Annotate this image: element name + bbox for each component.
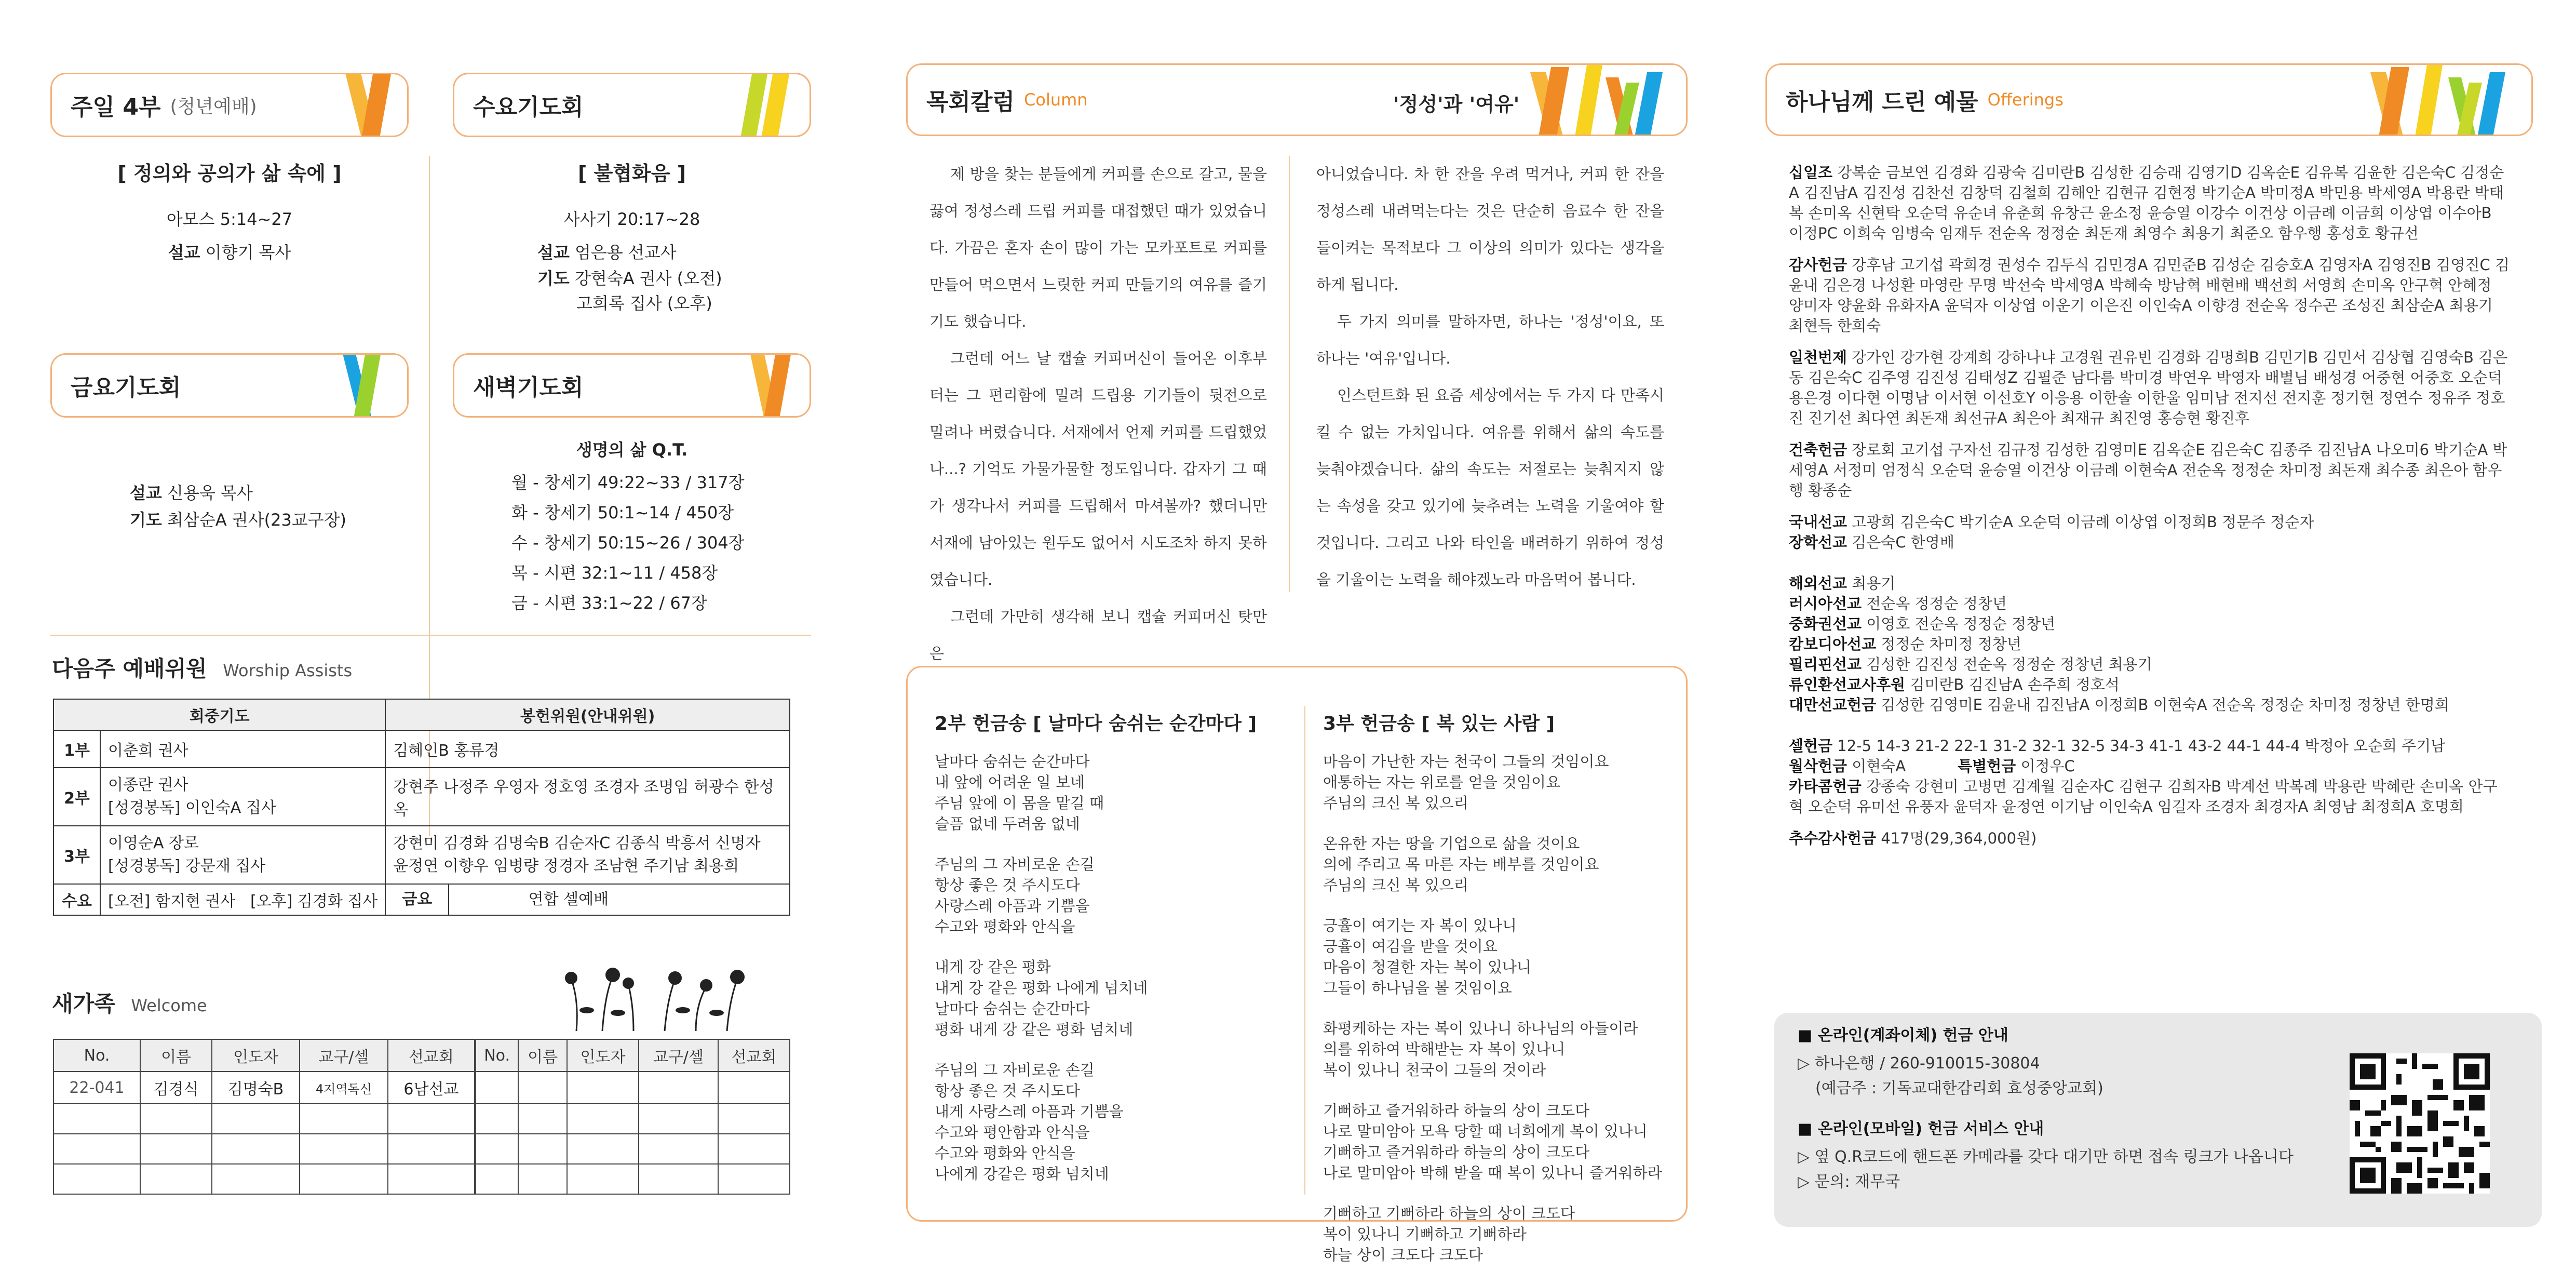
assists-wed-label: 수요 xyxy=(53,884,100,915)
qr-code-icon[interactable] xyxy=(2350,1053,2490,1194)
welcome-cell xyxy=(518,1134,567,1164)
welcome-cell xyxy=(567,1072,639,1104)
assists-row-no: 2부 xyxy=(53,768,100,826)
welcome-cell: 22-041 xyxy=(53,1072,140,1104)
dawn-prayer-title: 새벽기도회 xyxy=(473,374,584,401)
assists-row-offering xyxy=(385,826,790,884)
wednesday-prayer-label: 기도 xyxy=(537,269,570,288)
hymn-2-line: 주님의 그 자비로운 손길 xyxy=(935,855,1095,873)
wednesday-scripture: 사사기 20:17~28 xyxy=(563,209,700,229)
offering-names: 강종숙 강현미 고병면 김계월 김순자C 김현구 김희자B 박계선 박복례 박용란 박혜란 손미옥 안구혁 오순덕 유미선 유풍자 윤덕자 윤정연 이기남 이인숙A 임길자 조경자 최경자A 최영남 최정희A 호명희 xyxy=(1789,778,2498,815)
hymn-2-verses xyxy=(935,751,1298,1184)
hymn-2-line: 수고와 평화와 안식을 xyxy=(935,1144,1075,1162)
hymn-2-line: 평화 내게 강 같은 평화 넘치네 xyxy=(935,1021,1134,1038)
offering-label: 러시아선교 xyxy=(1789,595,1862,612)
welcome-cell xyxy=(518,1072,567,1104)
welcome-cell xyxy=(567,1134,639,1164)
assists-row-prayer xyxy=(100,730,385,768)
stripe-decoration-icon xyxy=(732,73,810,137)
welcome-table xyxy=(53,1039,790,1195)
hymn-2-line: 내게 사랑스레 아픔과 기쁨을 xyxy=(935,1103,1124,1120)
hymn-2-line: 사랑스레 아픔과 기쁨을 xyxy=(935,897,1090,915)
offering-label: 십일조 xyxy=(1789,164,1833,181)
flower-decoration-icon xyxy=(556,963,753,1031)
offering-names: 강복순 금보연 김경화 김광숙 김미란B 김성한 김승래 김영기D 김옥순E 김유복 김윤한 김은숙C 김정순A 김진남A 김진성 김찬선 김창덕 김철희 김해안 김현규 김현정 박기순A 박미정A 박민용 박세영A 박용란 박태복 손미옥 신현탁 오순덕 유순녀 유춘희 유창근 윤소정 윤승열 이강수 이건상 이금례 이금희 이상엽 이수아B 이정PC 이희숙 임병숙 임재두 전순옥 정정순 최돈재 최영수 최용기 최준오 함우행 홍성호 황규선 xyxy=(1789,164,2504,242)
hymn-2-line: 날마다 숨쉬는 순간마다 xyxy=(935,1000,1090,1018)
column-header xyxy=(906,63,1688,136)
hymn-3-line: 기뻐하고 즐거워하라 하늘의 상이 크도다 xyxy=(1323,1102,1590,1119)
welcome-cell xyxy=(300,1104,388,1134)
welcome-cell: 4지역독신 xyxy=(300,1072,388,1104)
hymn-3-line: 하늘 상이 크도다 크도다 xyxy=(1323,1246,1483,1264)
hymn-2-line: 내게 강 같은 평화 xyxy=(935,958,1051,976)
assists-reading-name: [성경봉독] 강문재 집사 xyxy=(108,857,266,875)
assists-row-no: 3부 xyxy=(53,826,100,884)
dawn-schedule-item: 화 - 창세기 50:1~14 / 450장 xyxy=(511,503,734,523)
hymn-3-line: 기뻐하고 기뻐하라 하늘의 상이 크도다 xyxy=(1323,1204,1575,1222)
assists-row-no: 1부 xyxy=(53,730,100,768)
wednesday-prayer-value-2: 고희록 집사 (오후) xyxy=(576,293,712,313)
offering-names: 장로회 고기섭 구자선 김규정 김성한 김영미E 김옥순E 김은숙C 김종주 김진남A 나오미6 박기순A 박세영A 서정미 엄정식 오순덕 윤승열 이건상 이금례 이현숙A 전순옥 정정순 차미정 최돈재 최수종 최은아 함우행 황종순 xyxy=(1789,441,2507,499)
welcome-cell: 김명숙B xyxy=(212,1072,300,1104)
welcome-cell xyxy=(475,1072,518,1104)
offering-label: 국내선교 xyxy=(1789,513,1847,531)
divider xyxy=(1289,156,1290,592)
column-paragraph: 아니었습니다. 차 한 잔을 우려 먹거나, 커피 한 잔을 정성스레 내려먹는다는 것은 단순히 음료수 한 잔을 들이켜는 목적보다 그 이상의 의미가 있다는 생각을 하게 됩니다. xyxy=(1316,165,1664,293)
assists-row-prayer xyxy=(100,768,385,826)
offering-section xyxy=(1789,594,2511,614)
online-transfer-holder: (예금주 : 기독교대한감리회 효성중앙교회) xyxy=(1815,1079,2103,1097)
offering-section xyxy=(1789,347,2511,429)
hymn-3-line: 긍휼이 여김을 받을 것이요 xyxy=(1323,938,1498,955)
hymn-2-line: 수고와 평화와 안식을 xyxy=(935,918,1075,935)
hymn-3 xyxy=(1323,709,1681,1285)
friday-sermon xyxy=(130,480,253,505)
welcome-cell: 6남선교 xyxy=(388,1072,475,1104)
welcome-cell xyxy=(639,1164,718,1194)
dawn-prayer-header xyxy=(453,353,811,418)
hymn-2-verse xyxy=(935,1060,1298,1184)
hymn-2 xyxy=(935,709,1298,1204)
hymn-3-line: 복이 있나니 천국이 그들의 것이라 xyxy=(1323,1061,1546,1079)
assists-offering-names: 강현주 나정주 우영자 정호영 조경자 조명임 허광수 한성옥 xyxy=(393,778,774,819)
offering-names: 이정우C xyxy=(2020,757,2075,775)
divider xyxy=(50,635,811,636)
assists-fri-label: 금요 xyxy=(386,885,449,915)
hymn-3-line: 온유한 자는 땅을 기업으로 삶을 것이요 xyxy=(1323,835,1580,852)
welcome-cell xyxy=(140,1134,212,1164)
hymn-3-line: 애통하는 자는 위로를 얻을 것임이요 xyxy=(1323,773,1561,791)
welcome-cell xyxy=(567,1164,639,1194)
sunday-scripture: 아모스 5:14~27 xyxy=(166,209,293,229)
welcome-cell xyxy=(639,1134,718,1164)
offering-label: 카타콤헌금 xyxy=(1789,778,1862,795)
friday-prayer-title: 금요기도회 xyxy=(71,374,181,401)
assists-offering-names: 강현미 김경화 김명숙B 김순자C 김종식 박흥서 신명자 xyxy=(393,834,761,852)
hymn-3-line: 그들이 하나님을 볼 것임이요 xyxy=(1323,979,1512,997)
welcome-cell xyxy=(212,1164,300,1194)
dawn-schedule-item: 월 - 창세기 49:22~33 / 317장 xyxy=(511,473,745,492)
hymn-3-verse xyxy=(1323,1203,1681,1265)
hymn-2-line: 항상 좋은 것 주시도다 xyxy=(935,1082,1080,1100)
welcome-cell xyxy=(518,1164,567,1194)
stripe-decoration-icon xyxy=(732,353,810,418)
online-offering-info xyxy=(1798,1023,2317,1195)
welcome-title: 새가족 xyxy=(52,991,115,1016)
stripe-decoration-icon xyxy=(1515,63,1686,136)
online-transfer-heading: ■ 온라인(계좌이체) 헌금 안내 xyxy=(1798,1026,2008,1045)
hymn-3-line: 마음이 청결한 자는 복이 있나니 xyxy=(1323,958,1532,976)
column-title: 목회칼럼 xyxy=(926,89,1015,115)
offering-label: 셀헌금 xyxy=(1789,737,1833,755)
offering-names: 김미란B 김진남A 손주희 정호석 xyxy=(1910,676,2120,693)
column-paragraph: 그런데 어느 날 캡슐 커피머신이 들어온 이후부터는 그 편리함에 밀려 드립용 기기들이 뒷전으로 밀려나 버렸습니다. 서재에서 언제 커피를 드립했었나...? 기억도 가물가물할 정도입니다. 갑자기 그 때가 생각나서 커피를 드립해서 마셔볼까? 했더니만 서재에 남아있는 원두도 없어서 시도조차 하지 못하였습니다. xyxy=(929,350,1267,588)
offering-section xyxy=(1789,736,2511,756)
column-paragraph: 두 가지 의미를 말하자면, 하나는 '정성'이요, 또 하나는 '여유'입니다. xyxy=(1316,313,1664,367)
offering-section xyxy=(1789,614,2511,634)
welcome-header: 이름 xyxy=(518,1039,567,1072)
column-article-title: '정성'과 '여유' xyxy=(1393,93,1520,116)
offering-label: 대만선교헌금 xyxy=(1789,696,1877,714)
welcome-cell xyxy=(475,1104,518,1134)
offering-label: 류인환선교사후원 xyxy=(1789,676,1906,693)
welcome-header: 인도자 xyxy=(567,1039,639,1072)
sunday-theme: [ 정의와 공의가 삶 속에 ] xyxy=(117,162,342,185)
assists-fri-value: 연합 셀예배 xyxy=(528,890,609,908)
hymn-3-title: 3부 헌금송 [ 복 있는 사람 ] xyxy=(1323,713,1555,734)
welcome-header: No. xyxy=(53,1039,140,1072)
dawn-qt-title: 생명의 삶 Q.T. xyxy=(576,440,688,460)
offering-section xyxy=(1789,777,2511,817)
assists-row-offering xyxy=(385,768,790,826)
offering-label: 필리핀선교 xyxy=(1789,655,1862,673)
welcome-cell xyxy=(300,1134,388,1164)
offering-section xyxy=(1789,756,2511,777)
offering-label: 월삭헌금 xyxy=(1789,757,1847,775)
offering-section xyxy=(1789,828,2511,849)
stripe-decoration-icon xyxy=(329,353,407,418)
welcome-header: 인도자 xyxy=(212,1039,300,1072)
hymn-2-line: 항상 좋은 것 주시도다 xyxy=(935,876,1080,894)
assists-table xyxy=(53,699,790,916)
welcome-cell xyxy=(53,1134,140,1164)
hymn-3-line: 긍휼이 여기는 자 복이 있나니 xyxy=(1323,917,1517,934)
hymn-3-line: 마음이 가난한 자는 천국이 그들의 것임이요 xyxy=(1323,753,1609,770)
welcome-cell xyxy=(53,1104,140,1134)
online-transfer-account: ▷ 하나은행 / 260-910015-30804 xyxy=(1798,1054,2040,1073)
friday-prayer-header xyxy=(50,353,409,418)
hymn-2-line: 주님의 그 자비로운 손길 xyxy=(935,1061,1095,1079)
hymn-2-verse xyxy=(935,957,1298,1040)
hymn-2-line: 나에게 강같은 평화 넘치네 xyxy=(935,1165,1109,1183)
hymn-2-line: 수고와 평안함과 안식을 xyxy=(935,1123,1090,1141)
hymn-2-title: 2부 헌금송 [ 날마다 숨쉬는 순간마다 ] xyxy=(935,713,1257,734)
sunday-sermon-label: 설교 xyxy=(168,243,200,262)
welcome-heading xyxy=(52,987,207,1018)
column-text-left xyxy=(929,156,1267,672)
offering-section xyxy=(1789,654,2511,675)
wednesday-prayer-header xyxy=(453,73,811,137)
friday-prayer-value: 최삼순A 권사(23교구장) xyxy=(167,510,347,530)
wednesday-prayer-title: 수요기도회 xyxy=(473,94,584,121)
assists-en-title: Worship Assists xyxy=(223,661,353,680)
dawn-schedule-item: 금 - 시편 33:1~22 / 67장 xyxy=(511,593,707,613)
wednesday-theme: [ 불협화음 ] xyxy=(577,162,686,185)
sunday-service-title: 주일 4부 xyxy=(71,94,161,121)
stripe-decoration-icon xyxy=(329,73,407,137)
offering-label: 추수감사헌금 xyxy=(1789,829,1877,847)
offering-names: 김성한 김진성 전순옥 정정순 정창년 최용기 xyxy=(1866,655,2152,673)
hymn-3-verse xyxy=(1323,833,1681,895)
hymn-3-verse xyxy=(1323,915,1681,998)
assists-wed-value: [오전] 함지현 권사 [오후] 김경화 집사 xyxy=(100,884,385,915)
offering-section xyxy=(1789,512,2511,532)
offering-names: 전순옥 정정순 정창년 xyxy=(1866,595,2007,612)
welcome-cell xyxy=(718,1104,790,1134)
friday-prayer-label: 기도 xyxy=(130,510,162,530)
assists-prayer-name: 이종란 권사 xyxy=(108,776,188,794)
welcome-cell xyxy=(140,1164,212,1194)
welcome-cell xyxy=(388,1134,475,1164)
welcome-cell xyxy=(718,1164,790,1194)
welcome-cell xyxy=(718,1134,790,1164)
hymn-2-verse xyxy=(935,751,1298,834)
offering-section xyxy=(1789,695,2511,715)
welcome-cell xyxy=(639,1104,718,1134)
hymn-3-verse xyxy=(1323,751,1681,813)
divider xyxy=(1304,706,1305,1195)
offering-names: 강후남 고기섭 곽희경 권성수 김두식 김민경A 김민준B 김성순 김승호A 김영자A 김영진B 김영진C 김윤내 김은경 나성환 마영란 무명 박선숙 박세영A 박혜숙 방남혁 배현배 백선희 서영희 손미옥 안구혁 안혜정 양미자 양윤화 유화자A 윤덕자 이상엽 이운기 이은진 이인숙A 이향경 전순옥 정수곤 조성진 최삼순A 최용기 최현득 한희숙 xyxy=(1789,256,2510,334)
mobile-offering-heading: ■ 온라인(모바일) 헌금 서비스 안내 xyxy=(1798,1120,2044,1138)
hymn-3-line: 나로 말미암아 모욕 당할 때 너희에게 복이 있나니 xyxy=(1323,1122,1648,1140)
offering-names: 김은숙C 한영배 xyxy=(1852,533,1954,551)
offering-names: 정정순 차미정 정창년 xyxy=(1881,635,2021,653)
offering-names: 이영호 전순옥 정정순 정창년 xyxy=(1866,615,2056,633)
offering-section xyxy=(1789,573,2511,594)
hymn-3-line: 주님의 크신 복 있으리 xyxy=(1323,794,1468,812)
offering-names: 이현숙A xyxy=(1852,757,1906,775)
offering-names: 강가인 강가현 강계희 강하나냐 고경원 권유빈 김경화 김명희B 김민기B 김민서 김상협 김영숙B 김은동 김은숙C 김주영 김진성 김태성Z 김필준 남다름 박미경 박연우 박영자 배별님 배성경 어중현 어중호 오순덕 용은경 이다현 이명남 이서현 이선호Y 이응용 이한솔 이한울 임미남 전지선 전지훈 정기현 정연수 정유주 정호진 진기선 최다연 최돈재 최선규A 최은아 최재규 최진영 홍승현 황진후 xyxy=(1789,349,2508,427)
welcome-cell xyxy=(212,1104,300,1134)
offering-label: 건축헌금 xyxy=(1789,441,1847,459)
welcome-cell xyxy=(388,1104,475,1134)
hymn-2-line: 슬픔 없네 두려움 없네 xyxy=(935,815,1080,833)
assists-row-offering xyxy=(385,730,790,768)
welcome-cell xyxy=(388,1164,475,1194)
assists-heading xyxy=(52,652,352,683)
welcome-header: 교구/셀 xyxy=(639,1039,718,1072)
welcome-cell xyxy=(639,1072,718,1104)
welcome-header: 이름 xyxy=(140,1039,212,1072)
assists-offering-names: 김혜인B 홍류경 xyxy=(393,742,500,760)
offering-label: 캄보디아선교 xyxy=(1789,635,1877,653)
welcome-cell xyxy=(567,1104,639,1134)
welcome-header: 선교회 xyxy=(388,1039,475,1072)
assists-reading-name: [성경봉독] 이인숙A 집사 xyxy=(108,799,276,817)
hymn-3-verses xyxy=(1323,751,1681,1265)
offering-label: 장학선교 xyxy=(1789,533,1847,551)
wednesday-sermon-label: 설교 xyxy=(537,243,570,262)
hymn-3-line: 주님의 크신 복 있으리 xyxy=(1323,876,1468,894)
assists-title: 다음주 예배위원 xyxy=(52,656,207,681)
offerings-en-title: Offerings xyxy=(1987,90,2064,110)
hymn-3-line: 의에 주리고 목 마른 자는 배부를 것임이요 xyxy=(1323,855,1599,873)
column-text-right xyxy=(1316,156,1664,598)
dawn-schedule-item: 수 - 창세기 50:15~26 / 304장 xyxy=(511,533,745,553)
friday-prayer xyxy=(130,507,346,532)
sunday-service-header xyxy=(50,73,409,137)
offering-names: 최용기 xyxy=(1852,574,1896,592)
column-paragraph: 인스턴트화 된 요즘 세상에서는 두 가지 다 만족시킬 수 없는 가치입니다. 여유를 위해서 삶의 속도를 늦춰야겠습니다. 삶의 속도는 저절로는 늦춰지지 않는 속성을 갖고 있기에 늦추려는 노력을 기울여야 할 것입니다. 그리고 나와 타인을 배려하기 위하여 정성을 기울이는 노력을 해야겠노라 마음먹어 봅니다. xyxy=(1316,386,1664,588)
offering-section xyxy=(1789,255,2511,336)
sunday-sermon xyxy=(50,240,409,265)
wednesday-prayer xyxy=(537,266,722,291)
offering-label: 특별헌금 xyxy=(1958,757,2016,775)
welcome-cell xyxy=(300,1164,388,1194)
hymn-2-line: 날마다 숨쉬는 순간마다 xyxy=(935,753,1090,770)
welcome-en-title: Welcome xyxy=(131,996,207,1015)
offering-label: 일천번제 xyxy=(1789,349,1847,366)
welcome-cell xyxy=(212,1134,300,1164)
offering-label: 해외선교 xyxy=(1789,574,1847,592)
offering-section xyxy=(1789,440,2511,501)
offering-names: 417명(29,364,000원) xyxy=(1881,829,2037,847)
stripe-decoration-icon xyxy=(2360,63,2531,136)
offering-names: 김성한 김영미E 김윤내 김진남A 이정희B 이현숙A 전순옥 정정순 차미정 정창년 한명희 xyxy=(1881,696,2449,714)
assists-prayer-name: 이춘희 권사 xyxy=(108,742,188,760)
hymn-3-line: 나로 말미암아 박해 받을 때 복이 있나니 즐거워하라 xyxy=(1323,1164,1662,1182)
hymn-3-line: 복이 있나니 기뻐하고 기뻐하라 xyxy=(1323,1225,1527,1243)
welcome-header: 선교회 xyxy=(718,1039,790,1072)
column-paragraph: 그런데 가만히 생각해 보니 캡슐 커피머신 탓만은 xyxy=(929,608,1267,662)
hymn-3-line: 화평케하는 자는 복이 있나니 하나님의 아들이라 xyxy=(1323,1020,1638,1037)
friday-sermon-label: 설교 xyxy=(130,483,162,503)
offering-label: 감사헌금 xyxy=(1789,256,1847,274)
wednesday-prayer-value-1: 강현숙A 권사 (오전) xyxy=(575,269,722,288)
welcome-header: No. xyxy=(475,1039,518,1072)
dawn-schedule-item: 목 - 시편 32:1~11 / 458장 xyxy=(511,563,718,583)
offering-section xyxy=(1789,634,2511,654)
assists-header-offering: 봉헌위원(안내위원) xyxy=(385,699,790,730)
welcome-cell: 김경식 xyxy=(140,1072,212,1104)
mobile-offering-instructions: ▷ 옆 Q.R코드에 핸드폰 카메라를 갖다 대기만 하면 접속 링크가 나옵니다 xyxy=(1798,1148,2294,1166)
hymn-2-verse xyxy=(935,854,1298,937)
offerings-list xyxy=(1789,163,2511,860)
offering-section xyxy=(1789,532,2511,553)
hymn-3-line: 의를 위하여 박해받는 자 복이 있나니 xyxy=(1323,1040,1566,1058)
welcome-cell xyxy=(718,1072,790,1104)
column-paragraph: 제 방을 찾는 분들에게 커피를 손으로 갈고, 물을 끓여 정성스레 드립 커피를 대접했던 때가 있었습니다. 가끔은 혼자 손이 많이 가는 모카포트로 커피를 만들어 먹으면서 느릿한 커피 만들기의 여유를 즐기기도 했습니다. xyxy=(929,165,1267,330)
column-en-title: Column xyxy=(1024,90,1088,110)
offering-names: 고광희 김은숙C 박기순A 오순덕 이금례 이상엽 이정희B 정문주 정순자 xyxy=(1852,513,2314,531)
hymn-2-line: 내게 강 같은 평화 나에게 넘치네 xyxy=(935,979,1148,997)
hymn-2-line: 내 앞에 어려운 일 보네 xyxy=(935,773,1085,791)
dawn-schedule xyxy=(511,467,745,618)
friday-sermon-value: 신용욱 목사 xyxy=(167,483,253,503)
offering-section xyxy=(1789,675,2511,695)
wednesday-sermon xyxy=(537,240,677,265)
welcome-cell xyxy=(140,1104,212,1134)
assists-row-prayer xyxy=(100,826,385,884)
assists-offering-names: 윤정연 이향우 임병량 정경자 조남현 주기남 최용희 xyxy=(393,857,739,875)
offerings-title: 하나님께 드린 예물 xyxy=(1786,89,1978,115)
hymn-3-line: 기뻐하고 즐거워하라 하늘의 상이 크도다 xyxy=(1323,1143,1590,1161)
mobile-offering-contact: ▷ 문의: 재무국 xyxy=(1798,1173,1900,1191)
hymn-3-verse xyxy=(1323,1100,1681,1183)
hymn-3-verse xyxy=(1323,1018,1681,1080)
offering-section xyxy=(1789,163,2511,244)
sunday-service-subtitle: (청년예배) xyxy=(170,96,257,117)
offerings-header xyxy=(1765,63,2533,136)
assists-prayer-name: 이영순A 장로 xyxy=(108,834,199,852)
hymn-2-line: 주님 앞에 이 몸을 맡길 때 xyxy=(935,794,1104,812)
assists-fri-cell xyxy=(385,884,790,915)
sunday-sermon-value: 이향기 목사 xyxy=(205,243,291,262)
welcome-cell xyxy=(475,1164,518,1194)
welcome-cell xyxy=(53,1164,140,1194)
welcome-cell xyxy=(518,1104,567,1134)
welcome-cell xyxy=(475,1134,518,1164)
offering-label: 중화권선교 xyxy=(1789,615,1862,633)
assists-header-prayer: 회중기도 xyxy=(53,699,385,730)
welcome-header: 교구/셀 xyxy=(300,1039,388,1072)
wednesday-sermon-value: 엄은용 선교사 xyxy=(575,243,677,262)
offering-names: 12-5 14-3 21-2 22-1 31-2 32-1 32-5 34-3 41-1 43-2 44-1 44-4 박정아 오순희 주기남 xyxy=(1837,737,2446,755)
